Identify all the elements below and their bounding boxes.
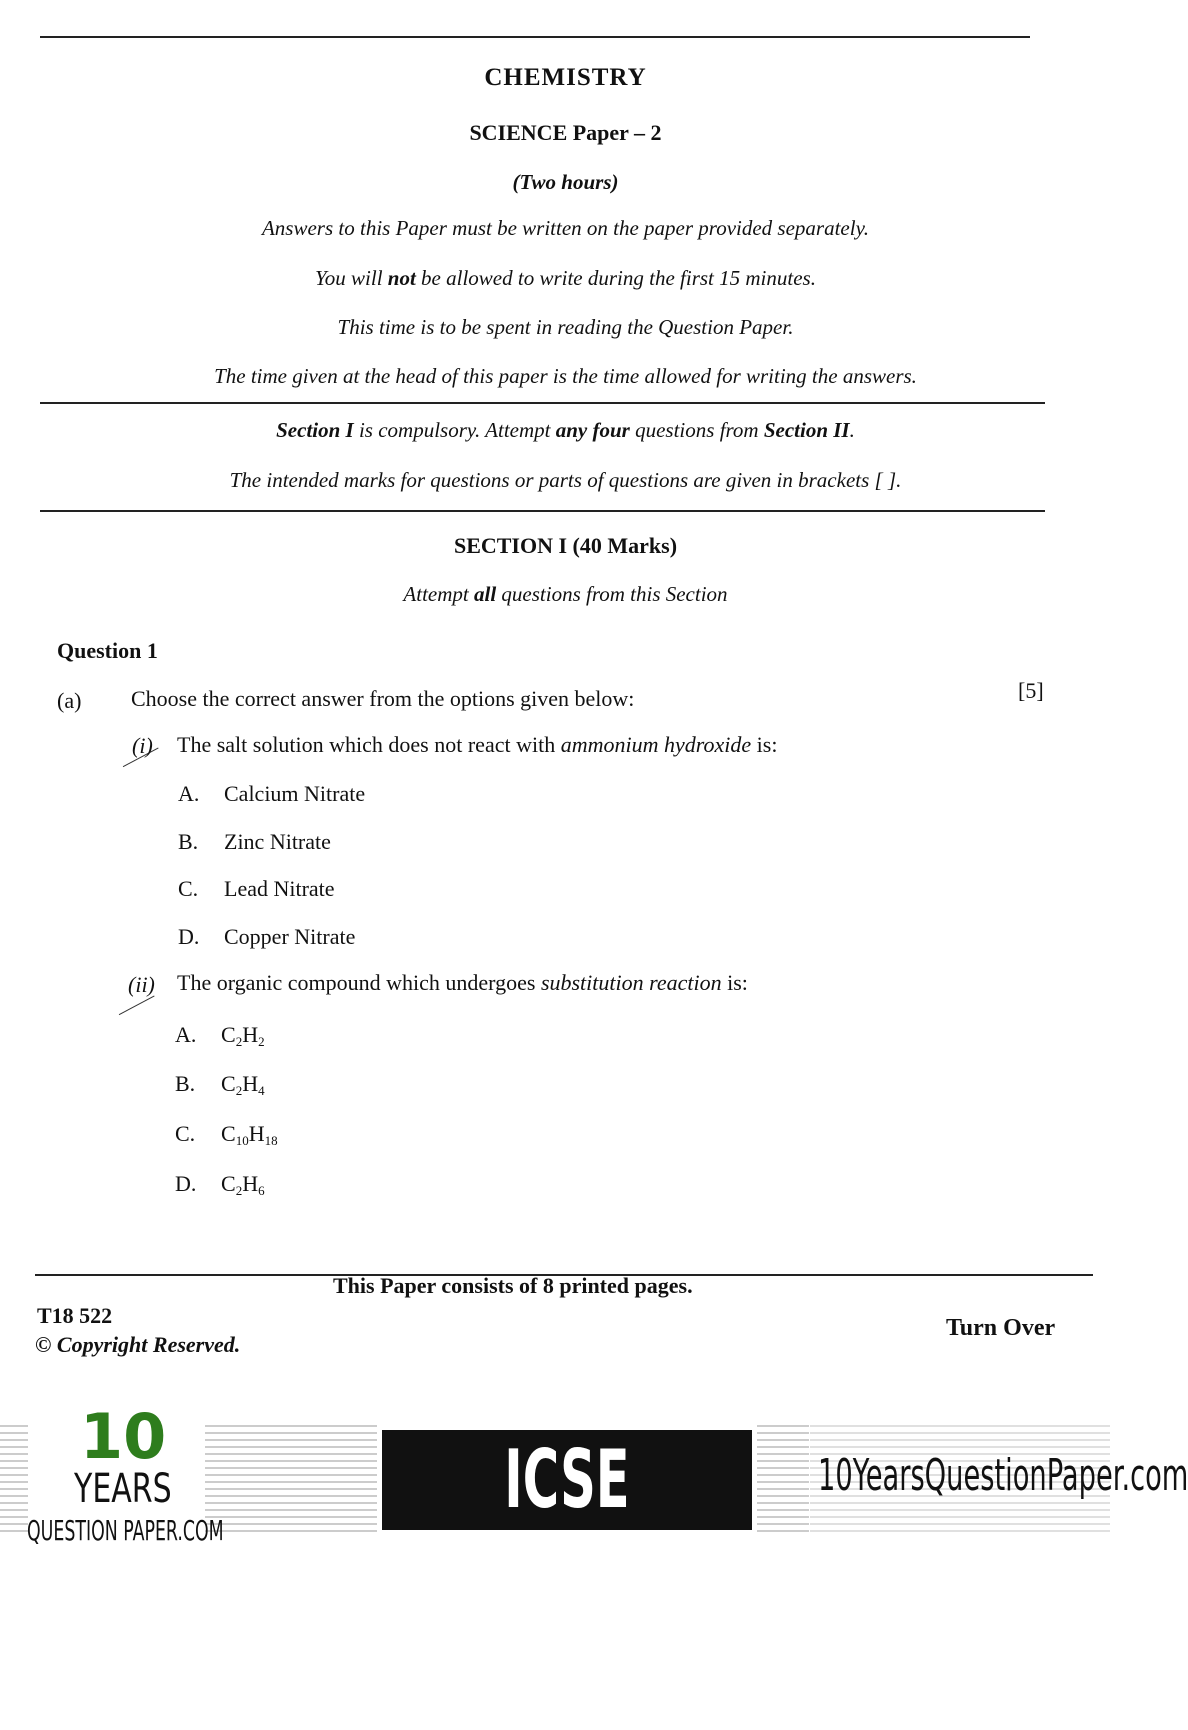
formula-h-count: 2 [258, 1034, 265, 1049]
sub2-text [177, 970, 748, 996]
sub1-option-d [178, 924, 355, 950]
part-marks: [5] [1018, 678, 1044, 703]
paper-code: T18 522 [37, 1303, 113, 1328]
formula-c: C [221, 1171, 236, 1196]
sub1-text-post: is: [751, 732, 778, 757]
sub2-text-post: is: [721, 970, 748, 995]
part-label: (a) [57, 688, 82, 713]
option-letter: D. [178, 924, 200, 949]
pages-note: This Paper consists of 8 printed pages. [333, 1273, 693, 1298]
rule-text-f: . [849, 418, 855, 442]
formula-h-count: 6 [258, 1183, 265, 1198]
section-title: SECTION I (40 Marks) [453, 533, 678, 558]
option-letter: C. [178, 876, 199, 901]
board-banner [382, 1430, 752, 1726]
question-heading: Question 1 [57, 638, 158, 663]
duration: (Two hours) [512, 170, 619, 194]
turn-over: Turn Over [946, 1315, 1056, 1341]
top-rule [40, 36, 1030, 38]
option-letter: A. [175, 1022, 197, 1047]
sub2-option-a [175, 1022, 265, 1050]
formula-c-count: 2 [235, 1183, 243, 1198]
rule-after-instructions [40, 402, 1045, 404]
formula-h-count: 18 [264, 1133, 278, 1148]
instruction-line-4: The time given at the head of this paper is the time allowed for writing the answers. [214, 364, 917, 388]
option-text: Copper Nitrate [224, 924, 356, 949]
rule-section-1: Section I [276, 418, 354, 442]
formula-h-count: 4 [258, 1083, 265, 1098]
option-text: Lead Nitrate [224, 876, 335, 901]
formula-c-count: 2 [235, 1034, 243, 1049]
sub1-option-b [178, 829, 331, 855]
section-subtitle-bold: all [474, 582, 497, 606]
option-letter: B. [175, 1071, 196, 1096]
section-subtitle-pre: Attempt [403, 582, 474, 606]
site-name: 10YearsQuestionPaper.com [818, 1450, 1188, 1501]
formula-h: H [248, 1121, 265, 1146]
rule-section-2: Section II [763, 418, 850, 442]
instruction-line-2-bold: not [387, 266, 416, 290]
rule-text-d: questions from [629, 418, 764, 442]
sub2-option-b [175, 1071, 265, 1099]
option-text: Zinc Nitrate [224, 829, 331, 854]
formula-c: C [221, 1071, 236, 1096]
formula-h: H [242, 1071, 259, 1096]
instruction-line-2 [0, 266, 1131, 291]
logo-number: 10 [80, 1400, 167, 1473]
paper-title: SCIENCE Paper – 2 [469, 120, 662, 145]
sub1-option-a [178, 781, 365, 807]
formula-c-count: 10 [235, 1133, 249, 1148]
sub2-label: (ii) [128, 972, 155, 997]
part-text: Choose the correct answer from the options given below: [131, 686, 635, 711]
logo-subtitle: QUESTION PAPER.COM [27, 1514, 224, 1547]
option-letter: C. [175, 1121, 196, 1146]
option-text: Calcium Nitrate [224, 781, 366, 806]
sub1-text-pre: The salt solution which does not react with [177, 732, 561, 757]
sub2-option-d [175, 1171, 265, 1199]
logo-years: YEARS [74, 1466, 172, 1512]
formula-h: H [242, 1022, 259, 1047]
instruction-line-2-pre: You will [315, 266, 388, 290]
rule-any-four: any four [555, 418, 630, 442]
sub2-text-pre: The organic compound which undergoes [177, 970, 541, 995]
section-subtitle-post: questions from this Section [496, 582, 728, 606]
option-letter: B. [178, 829, 199, 854]
formula-c-count: 2 [235, 1083, 243, 1098]
banner-stripes-left [0, 1425, 28, 1535]
rule-line-2: The intended marks for questions or parts of questions are given in brackets [ ]. [229, 468, 902, 492]
sub1-text [177, 732, 777, 758]
formula-c: C [221, 1121, 236, 1146]
sub1-option-c [178, 876, 335, 902]
sub2-option-c [175, 1121, 278, 1149]
instruction-line-2-post: be allowed to write during the first 15 minutes. [415, 266, 816, 290]
sub2-text-ital: substitution reaction [540, 970, 722, 995]
option-letter: D. [175, 1171, 197, 1196]
formula-h: H [242, 1171, 259, 1196]
copyright: © Copyright Reserved. [35, 1332, 241, 1357]
banner-stripes-mid [205, 1425, 377, 1535]
rule-line-1 [0, 418, 1131, 443]
instruction-line-1: Answers to this Paper must be written on the paper provided separately. [261, 216, 869, 240]
subject-title: CHEMISTRY [484, 64, 647, 91]
instruction-line-3: This time is to be spent in reading the Question Paper. [337, 315, 794, 339]
rule-after-rules [40, 510, 1045, 512]
sub1-text-ital: ammonium hydroxide [560, 732, 752, 757]
sub1-label: (i) [132, 733, 153, 758]
formula-c: C [221, 1022, 236, 1047]
section-subtitle [0, 582, 1131, 607]
option-letter: A. [178, 781, 200, 806]
banner-stripes-mid2 [757, 1425, 809, 1535]
rule-text-b: is compulsory. Attempt [353, 418, 556, 442]
board-banner-text: ICSE BOARD X [468, 1433, 666, 1726]
